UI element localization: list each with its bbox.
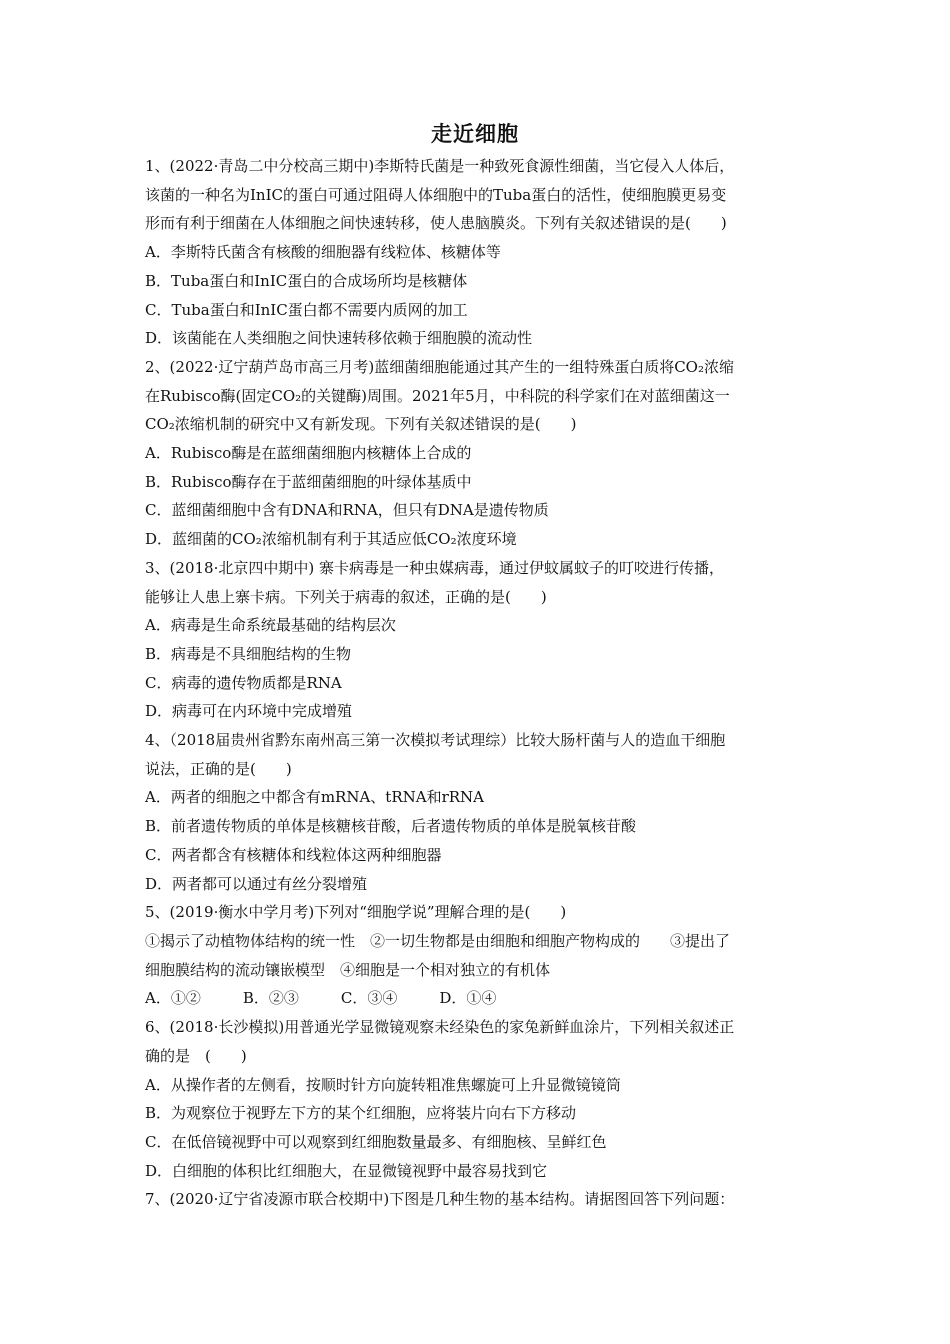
option-c: C．在低倍镜视野中可以观察到红细胞数量最多、有细胞核、呈鲜红色	[145, 1132, 607, 1151]
option-d: D．两者都可以通过有丝分裂增殖	[145, 874, 368, 893]
option-d: D．白细胞的体积比红细胞大，在显微镜视野中最容易找到它	[145, 1161, 548, 1180]
option-a: A．从操作者的左侧看，按顺时针方向旋转粗准焦螺旋可上升显微镜镜筒	[145, 1075, 621, 1094]
question-stem-line: 6、(2018·长沙模拟)用普通光学显微镜观察未经染色的家兔新鲜血涂片，下列相关叙述正	[145, 1018, 735, 1037]
option-b: B．为观察位于视野左下方的某个红细胞，应将装片向右下方移动	[145, 1104, 577, 1123]
question-stem-line: 2、(2022·辽宁葫芦岛市高三月考)蓝细菌细胞能通过其产生的一组特殊蛋白质将CO₂浓缩	[145, 357, 734, 376]
page-title: 走近细胞	[431, 122, 519, 146]
question-4	[145, 726, 810, 898]
option-b: B．前者遗传物质的单体是核糖核苷酸，后者遗传物质的单体是脱氧核苷酸	[145, 817, 637, 836]
question-6	[145, 1013, 810, 1185]
question-1	[145, 152, 810, 353]
option-d: D．①④	[439, 989, 497, 1008]
question-stem-line: 5、(2019·衡水中学月考)下列对“细胞学说”理解合理的是( )	[145, 903, 567, 922]
question-stem-line: 形而有利于细菌在人体细胞之间快速转移，使人患脑膜炎。下列有关叙述错误的是( )	[145, 214, 727, 233]
option-d: D．该菌能在人类细胞之间快速转移依赖于细胞膜的流动性	[145, 329, 533, 348]
option-a: A．①②	[145, 989, 201, 1008]
option-a: A．两者的细胞之中都含有mRNA、tRNA和rRNA	[145, 788, 485, 807]
option-c: C．两者都含有核糖体和线粒体这两种细胞器	[145, 845, 442, 864]
question-stem-line: 该菌的一种名为InIC的蛋白可通过阻碍人体细胞中的Tuba蛋白的活性，使细胞膜更易变	[145, 185, 727, 204]
option-d: D．病毒可在内环境中完成增殖	[145, 702, 353, 721]
question-stem-line: 3、(2018·北京四中期中) 寨卡病毒是一种虫媒病毒，通过伊蚊属蚊子的叮咬进行传播，	[145, 558, 724, 577]
option-c: C．蓝细菌细胞中含有DNA和RNA，但只有DNA是遗传物质	[145, 501, 549, 520]
question-7	[145, 1185, 810, 1214]
question-stem-line: 在Rubisco酶(固定CO₂的关键酶)周围。2021年5月，中科院的科学家们在对蓝细菌这一	[145, 386, 730, 405]
question-stem-line: 4、（2018届贵州省黔东南州高三第一次模拟考试理综）比较大肠杆菌与人的造血干细胞	[145, 731, 726, 750]
question-5	[145, 898, 810, 1013]
question-stem-line: 7、(2020·辽宁省凌源市联合校期中)下图是几种生物的基本结构。请据图回答下列问题：	[145, 1190, 735, 1209]
option-a: A．李斯特氏菌含有核酸的细胞器有线粒体、核糖体等	[145, 243, 501, 262]
option-b: B．②③	[242, 989, 299, 1008]
option-b: B．Rubisco酶存在于蓝细菌细胞的叶绿体基质中	[145, 472, 472, 491]
question-stem-line: CO₂浓缩机制的研究中又有新发现。下列有关叙述错误的是( )	[145, 415, 577, 434]
question-stem-line: 说法，正确的是( )	[145, 759, 292, 778]
inline-options-row	[145, 984, 810, 1013]
option-d: D．蓝细菌的CO₂浓缩机制有利于其适应低CO₂浓度环境	[145, 530, 517, 549]
question-stem-line: 1、(2022·青岛二中分校高三期中)李斯特氏菌是一种致死食源性细菌，当它侵入人体后，	[145, 157, 735, 175]
option-b: B．病毒是不具细胞结构的生物	[145, 644, 352, 663]
option-b: B．Tuba蛋白和InIC蛋白的合成场所均是核糖体	[145, 271, 468, 290]
question-2	[145, 353, 810, 554]
option-c: C．Tuba蛋白和InIC蛋白都不需要内质网的加工	[145, 300, 468, 319]
option-c: C．病毒的遗传物质都是RNA	[145, 673, 342, 692]
option-a: A．Rubisco酶是在蓝细菌细胞内核糖体上合成的	[145, 444, 472, 463]
option-a: A．病毒是生命系统最基础的结构层次	[145, 616, 396, 635]
question-stem-line: 能够让人患上寨卡病。下列关于病毒的叙述，正确的是( )	[145, 587, 547, 606]
question-3	[145, 554, 810, 726]
question-stem-line: 细胞膜结构的流动镶嵌模型 ④细胞是一个相对独立的有机体	[145, 960, 551, 979]
question-stem-line: 确的是 ( )	[145, 1046, 247, 1065]
question-list	[145, 152, 810, 1214]
question-stem-line: ①揭示了动植物体结构的统一性 ②一切生物都是由细胞和细胞产物构成的 ③提出了	[145, 931, 731, 950]
option-c: C．③④	[340, 989, 398, 1008]
